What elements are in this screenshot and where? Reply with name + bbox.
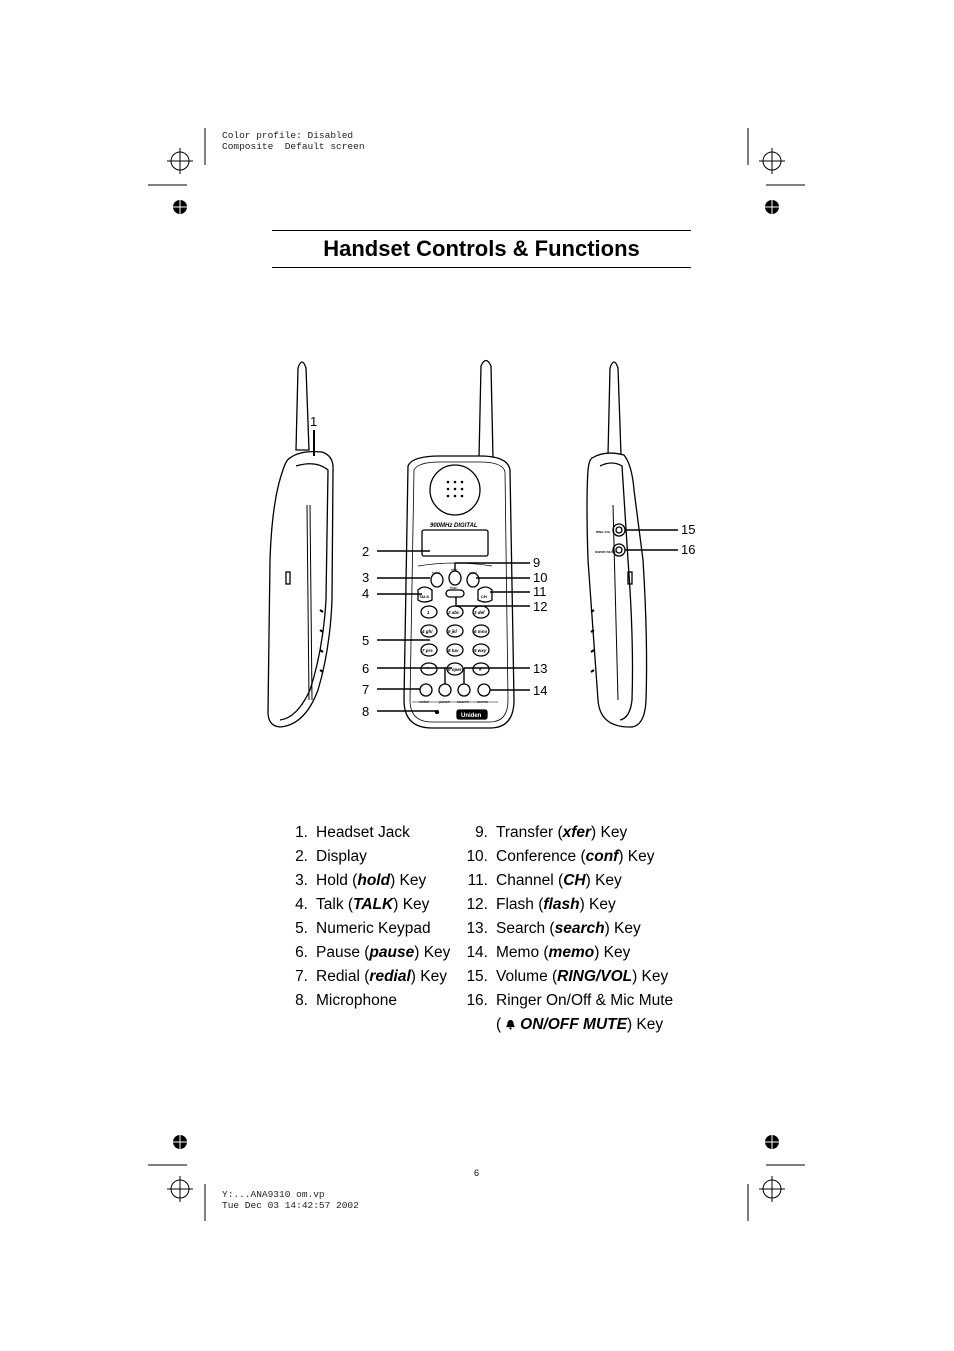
callout-14: 14 — [533, 683, 548, 698]
ch-label: CH — [481, 594, 487, 599]
callout-6: 6 — [362, 661, 370, 676]
callout-10: 10 — [533, 570, 548, 585]
search-label: search — [457, 699, 470, 704]
ringvol-label: RING VOL — [596, 530, 611, 534]
logo-text: Uniden — [461, 713, 482, 719]
footer-line-2: Tue Dec 03 14:42:57 2002 — [222, 1200, 359, 1211]
callout-7: 7 — [362, 682, 370, 697]
page-number: 6 — [474, 1168, 480, 1178]
callout-3: 3 — [362, 570, 370, 585]
callout-4: 4 — [362, 586, 370, 601]
key-5: 5 jkl — [448, 629, 457, 634]
left-handset-body — [268, 452, 333, 727]
front-antenna — [479, 361, 493, 459]
right-handset-body — [587, 453, 647, 727]
header-line-2: Composite Default screen — [222, 141, 365, 152]
key-4: 4 ghi — [422, 629, 433, 634]
header-line-1: Color profile: Disabled — [222, 130, 354, 141]
mute-label: ON/OFF MUTE — [595, 550, 616, 554]
pause-label: pause — [439, 699, 450, 704]
left-antenna — [296, 362, 309, 450]
key-9: 9 wxy — [474, 648, 487, 653]
key-3: 3 def — [474, 610, 485, 615]
callout-5: 5 — [362, 633, 370, 648]
callout-13: 13 — [533, 661, 548, 676]
key-2: 2 abc — [448, 610, 460, 615]
bell-icon — [505, 1019, 516, 1030]
key-star: * — [427, 667, 429, 673]
callout-15: 15 — [681, 522, 696, 537]
callout-8: 8 — [362, 704, 370, 719]
hold-label: hold — [432, 570, 440, 575]
conf-label: conf — [469, 570, 477, 575]
key-1: 1 — [427, 610, 430, 615]
callout-16: 16 — [681, 542, 696, 557]
talk-label: TALK — [419, 594, 430, 599]
key-0: 0 oper — [448, 667, 462, 672]
key-8: 8 tuv — [448, 648, 459, 653]
brand-band: 900MHz DIGITAL — [430, 523, 478, 529]
callout-1: 1 — [310, 414, 318, 429]
right-antenna — [608, 362, 621, 455]
flash-label: flash — [450, 586, 458, 590]
callout-2: 2 — [362, 544, 370, 559]
callout-11: 11 — [533, 584, 547, 599]
page-title: Handset Controls & Functions — [272, 230, 691, 268]
redial-label: redial — [419, 699, 429, 704]
memo-label: memo — [477, 699, 489, 704]
key-6: 6 mno — [474, 629, 488, 634]
key-hash: # — [479, 667, 482, 673]
xfer-label: xfer — [451, 567, 458, 572]
key-7: 7 prs — [422, 648, 433, 653]
print-footer — [222, 1189, 359, 1211]
footer-line-1: Y:...ANA9310 om.vp — [222, 1189, 325, 1200]
callout-12: 12 — [533, 599, 548, 614]
callout-9: 9 — [533, 555, 541, 570]
